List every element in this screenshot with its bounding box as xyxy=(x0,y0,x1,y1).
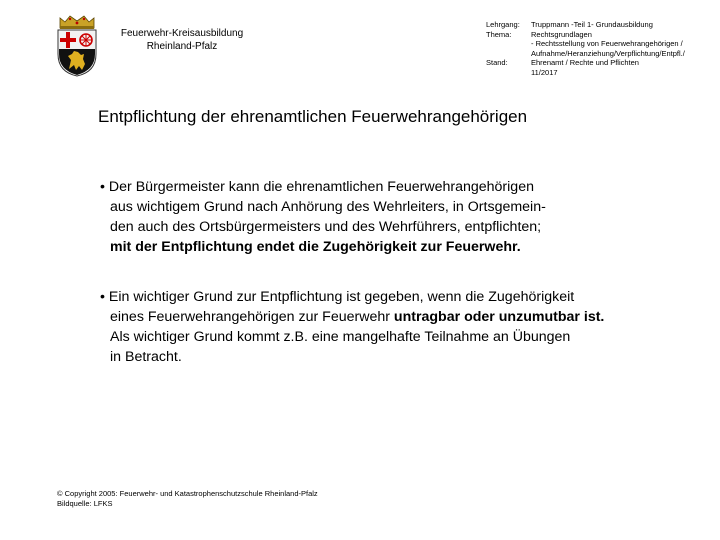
course-metadata xyxy=(486,20,718,77)
paragraph-2-line-1: • Ein wichtiger Grund zur Entpflichtung ist gegeben, wenn die Zugehörigkeit xyxy=(100,289,575,305)
course-label: Lehrgang: xyxy=(486,20,520,29)
org-line-1: Feuerwehr-Kreisausbildung xyxy=(120,28,244,39)
crown-icon xyxy=(60,16,94,29)
paragraph-2 xyxy=(100,287,604,367)
title-keyword: Entpflichtung xyxy=(98,107,197,126)
page-title xyxy=(98,107,527,127)
topic-value: Rechtsgrundlagen xyxy=(531,29,592,39)
organization-name xyxy=(104,27,260,53)
paragraph-1-line-4: mit der Entpflichtung endet die Zugehörigkeit zur Feuerwehr. xyxy=(110,239,521,255)
date-label: Stand: xyxy=(486,58,508,67)
paragraph-2-line-2-bold: untragbar oder unzumutbar ist. xyxy=(393,309,605,325)
paragraph-2-line-2 xyxy=(100,307,604,327)
paragraph-1-line-2: aus wichtigem Grund nach Anhörung des Wehrleiters, in Ortsgemein- xyxy=(110,199,546,215)
image-source: Bildquelle: LFKS xyxy=(57,499,113,508)
paragraph-2-line-3: Als wichtiger Grund kommt z.B. eine mangelhafte Teilnahme an Übungen xyxy=(110,329,571,345)
paragraph-1 xyxy=(100,177,546,257)
copyright-notice: © Copyright 2005: Feuerwehr- und Katastrophenschutzschule Rheinland-Pfalz xyxy=(57,489,318,498)
topic-sub-3: Ehrenamt / Rechte und Pflichten xyxy=(531,58,639,67)
topic-label: Thema: xyxy=(486,29,512,39)
shield-icon xyxy=(58,30,96,76)
date-value: 11/2017 xyxy=(531,67,558,77)
course-value: Truppmann -Teil 1- Grundausbildung xyxy=(531,20,653,29)
paragraph-2-line-2-text: eines Feuerwehrangehörigen zur Feuerwehr xyxy=(110,309,394,325)
paragraph-1-line-1: • Der Bürgermeister kann die ehrenamtlichen Feuerwehrangehörigen xyxy=(100,179,534,195)
title-rest: der ehrenamtlichen Feuerwehrangehörigen xyxy=(196,107,528,126)
org-line-2: Rheinland-Pfalz xyxy=(146,41,218,52)
paragraph-1-line-3: den auch des Ortsbürgermeisters und des Wehrführers, entpflichten; xyxy=(110,219,542,235)
coat-of-arms-logo xyxy=(54,14,100,78)
footer xyxy=(57,489,318,509)
topic-sub-2: Aufnahme/Heranziehung/Verpflichtung/Entpfl./ xyxy=(531,48,685,58)
paragraph-2-line-4: in Betracht. xyxy=(110,349,182,365)
topic-sub-1: - Rechtsstellung von Feuerwehrangehörigen / xyxy=(531,39,683,48)
